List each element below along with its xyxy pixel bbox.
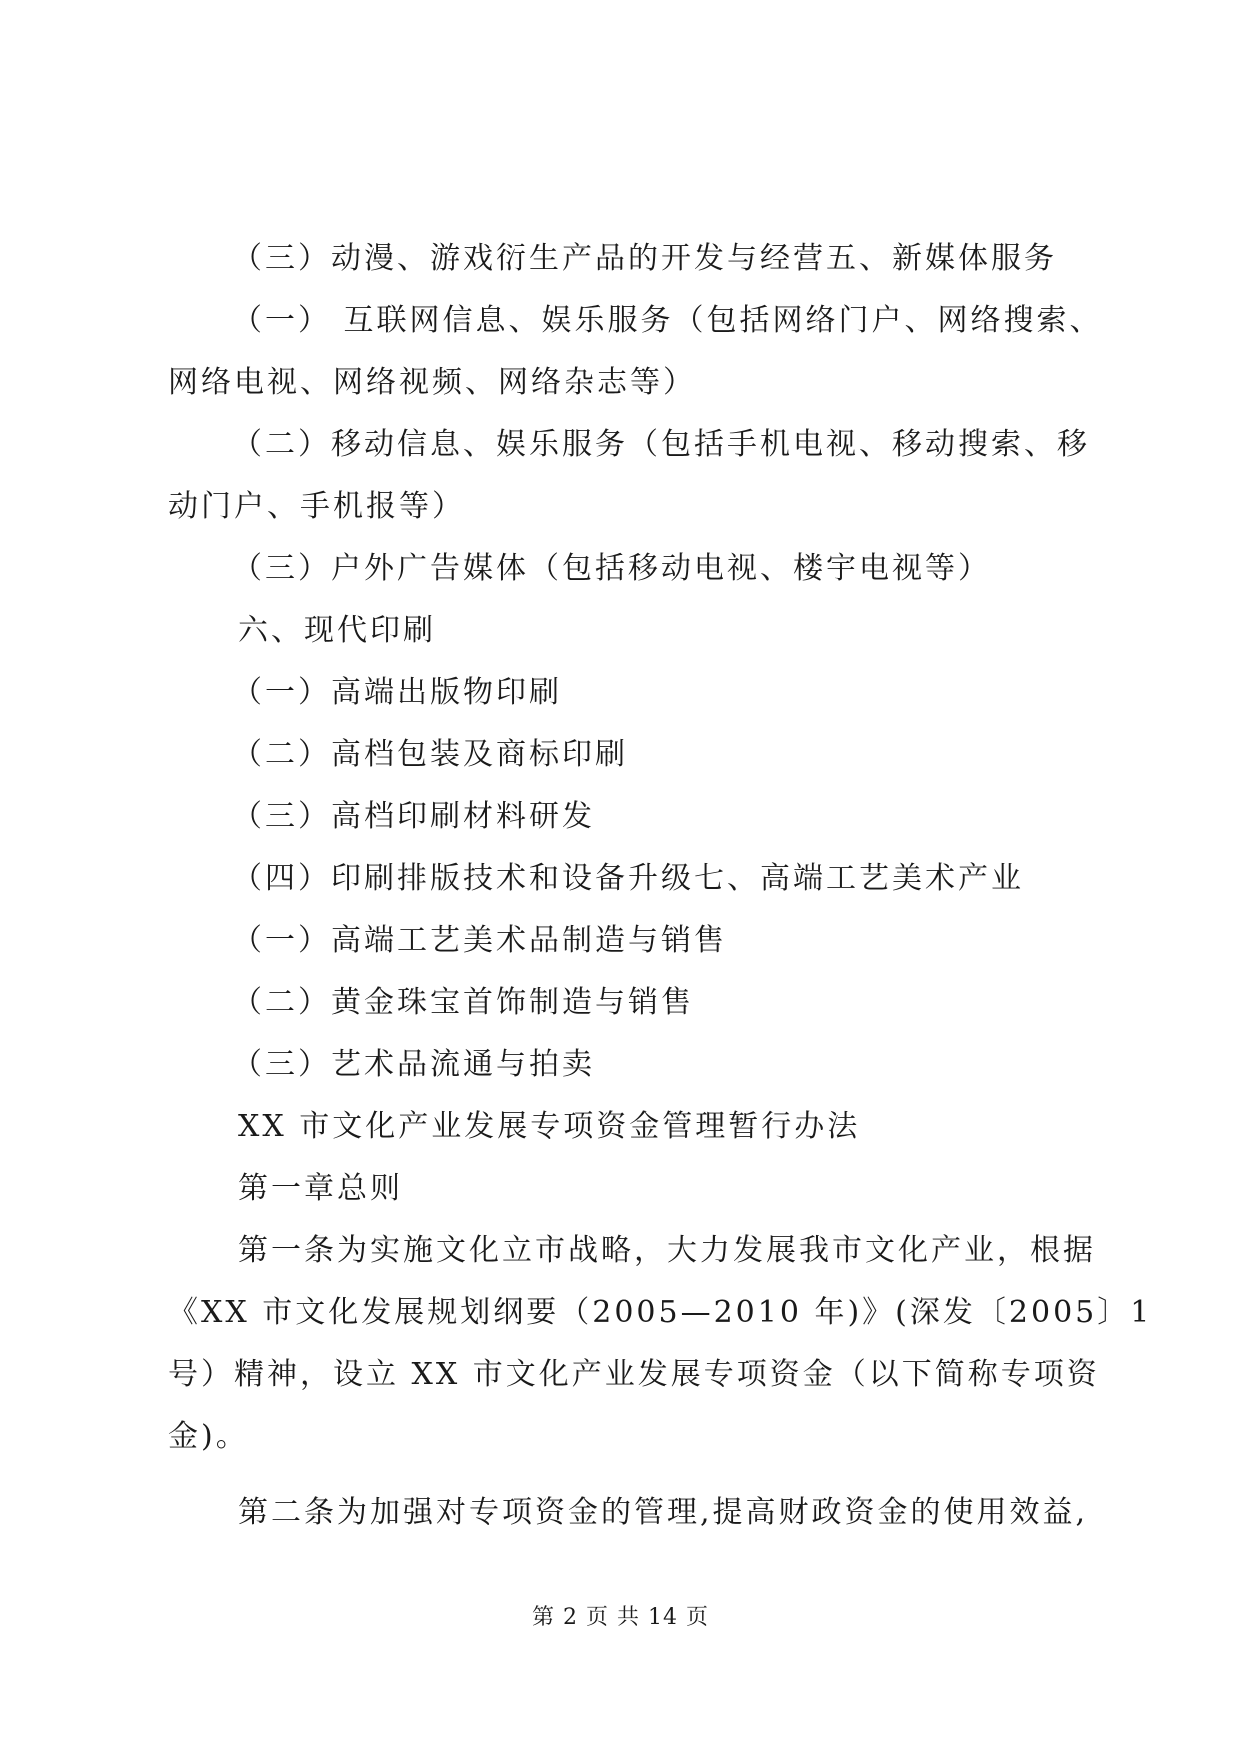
text-line: 第二条为加强对专项资金的管理,提高财政资金的使用效益, (238, 1495, 1089, 1530)
text-line: 《XX 市文化发展规划纲要（2005—2010 年)》(深发〔2005〕1 (168, 1295, 1153, 1330)
text-line: 网络电视、网络视频、网络杂志等） (168, 365, 696, 400)
text-line: （二）高档包装及商标印刷 (232, 737, 628, 772)
text-line: （三）户外广告媒体（包括移动电视、楼宇电视等） (232, 551, 991, 586)
section-heading: 六、现代印刷 (238, 613, 436, 648)
document-title: XX 市文化产业发展专项资金管理暂行办法 (238, 1109, 861, 1144)
text-line: （一） 互联网信息、娱乐服务（包括网络门户、网络搜索、 (232, 303, 1103, 338)
text-line: 第一条为实施文化立市战略，大力发展我市文化产业，根据 (238, 1233, 1096, 1268)
text-line: （三）艺术品流通与拍卖 (232, 1047, 595, 1082)
text-line: （一）高端出版物印刷 (232, 675, 562, 710)
text-line: 动门户、手机报等） (168, 489, 465, 524)
text-line: （四）印刷排版技术和设备升级七、高端工艺美术产业 (232, 861, 1024, 896)
page-number: 第 2 页 共 14 页 (532, 1605, 709, 1630)
text-line: 金)。 (168, 1419, 249, 1454)
text-line: （一）高端工艺美术品制造与销售 (232, 923, 727, 958)
text-line: （二）移动信息、娱乐服务（包括手机电视、移动搜索、移 (232, 427, 1090, 462)
text-line: （三）动漫、游戏衍生产品的开发与经营五、新媒体服务 (232, 241, 1057, 276)
text-line: （三）高档印刷材料研发 (232, 799, 595, 834)
text-line: 号）精神，设立 XX 市文化产业发展专项资金（以下简称专项资 (168, 1357, 1100, 1392)
document-body (168, 228, 1153, 1544)
text-line: （二）黄金珠宝首饰制造与销售 (232, 985, 694, 1020)
chapter-heading: 第一章总则 (238, 1171, 403, 1206)
